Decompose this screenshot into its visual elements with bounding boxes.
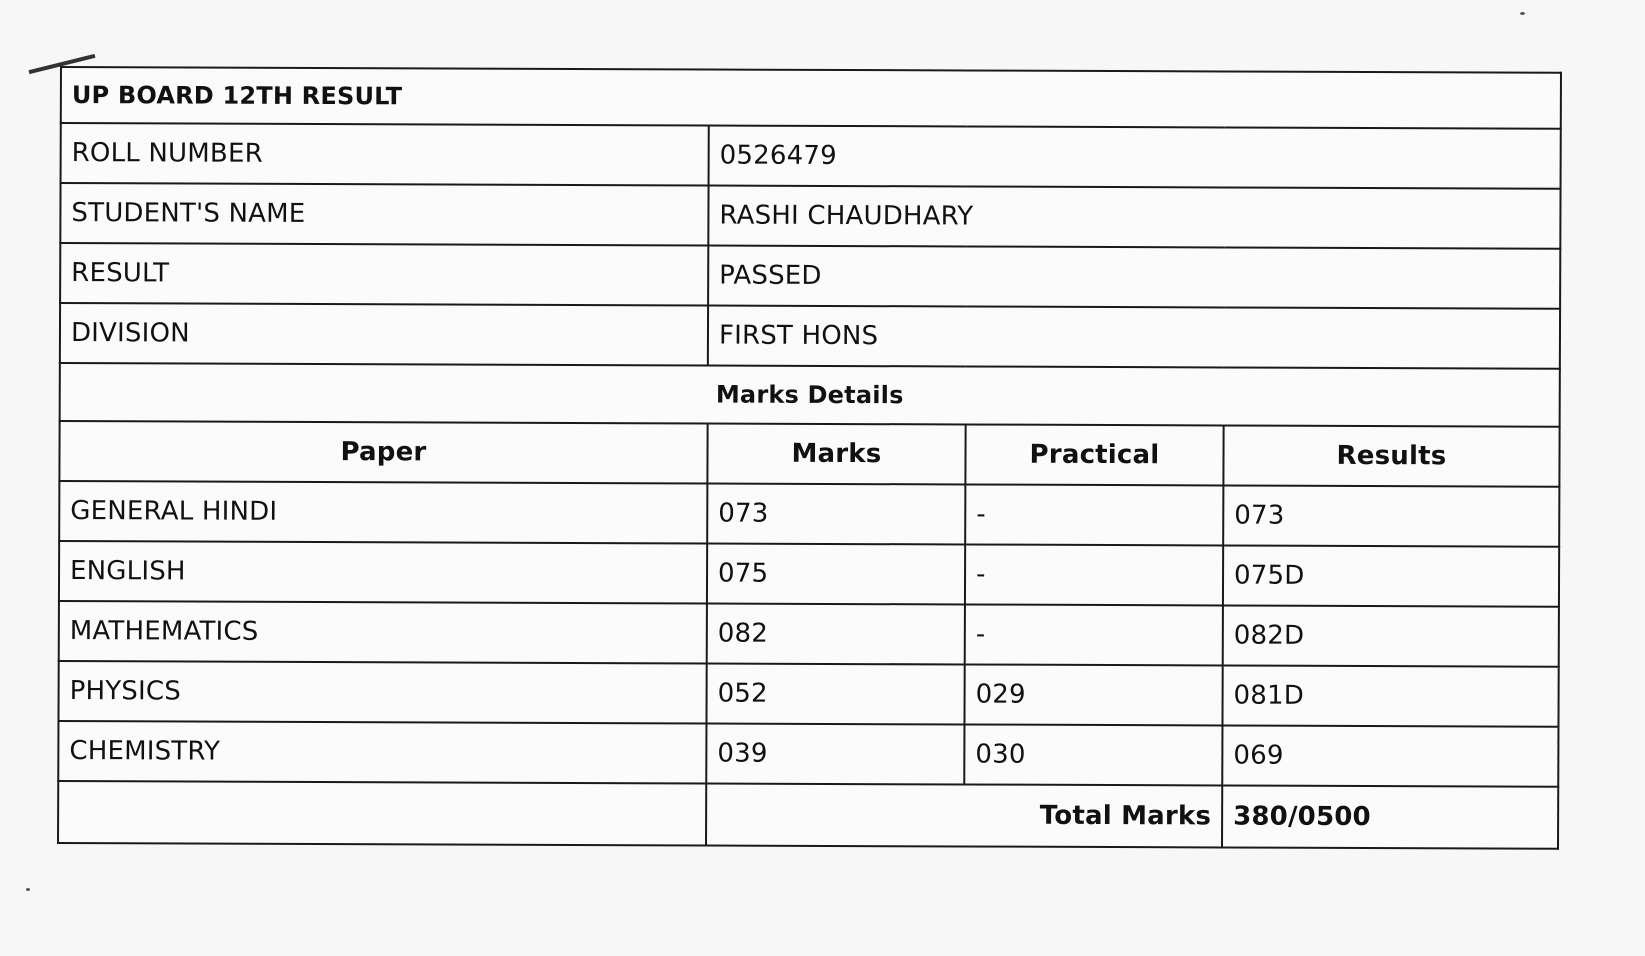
paper-result: 075D (1223, 545, 1559, 606)
paper-marks: 073 (707, 483, 965, 544)
marks-section-row (60, 363, 1560, 427)
info-value: 0526479 (709, 125, 1561, 188)
total-row (58, 781, 1558, 849)
table-row (59, 601, 1559, 667)
paper-name: ENGLISH (59, 541, 707, 603)
info-row-student-name (60, 183, 1560, 249)
info-row-division (60, 303, 1560, 369)
paper-practical: - (965, 604, 1223, 665)
column-header-marks: Marks (707, 423, 965, 484)
paper-name: PHYSICS (58, 661, 706, 723)
paper-practical: - (965, 544, 1223, 605)
info-value: RASHI CHAUDHARY (708, 185, 1560, 248)
total-marks-value: 380/0500 (1222, 785, 1558, 848)
column-header-paper: Paper (59, 421, 707, 483)
table-row (59, 481, 1559, 547)
info-row-result (60, 243, 1560, 309)
paper-result: 081D (1222, 665, 1558, 726)
paper-marks: 052 (706, 663, 964, 724)
title-row (61, 67, 1561, 129)
paper-practical: 029 (964, 664, 1222, 725)
column-header-practical: Practical (965, 424, 1223, 485)
scan-speck (26, 888, 30, 891)
paper-result: 069 (1222, 725, 1558, 786)
info-label: ROLL NUMBER (61, 123, 709, 185)
paper-practical: 030 (964, 724, 1222, 785)
paper-result: 082D (1223, 605, 1559, 666)
info-label: STUDENT'S NAME (60, 183, 708, 245)
total-marks-label: Total Marks (706, 783, 1222, 847)
paper-name: CHEMISTRY (58, 721, 706, 783)
table-row (58, 721, 1558, 787)
total-empty-cell (58, 781, 706, 845)
paper-name: MATHEMATICS (59, 601, 707, 663)
result-sheet (57, 66, 1560, 850)
page-title: UP BOARD 12TH RESULT (61, 67, 1561, 129)
scan-speck (1520, 12, 1525, 15)
info-value: FIRST HONS (708, 305, 1560, 368)
marks-header-row (59, 421, 1559, 487)
paper-marks: 039 (706, 723, 964, 784)
table-row (58, 661, 1558, 727)
paper-marks: 075 (707, 543, 965, 604)
column-header-results: Results (1223, 425, 1559, 486)
paper-result: 073 (1223, 485, 1559, 546)
paper-practical: - (965, 484, 1223, 545)
paper-marks: 082 (707, 603, 965, 664)
result-table (57, 66, 1562, 850)
info-label: RESULT (60, 243, 708, 305)
paper-name: GENERAL HINDI (59, 481, 707, 543)
info-value: PASSED (708, 245, 1560, 308)
info-row-roll-number (61, 123, 1561, 189)
table-row (59, 541, 1559, 607)
info-label: DIVISION (60, 303, 708, 365)
marks-section-title: Marks Details (60, 363, 1560, 427)
